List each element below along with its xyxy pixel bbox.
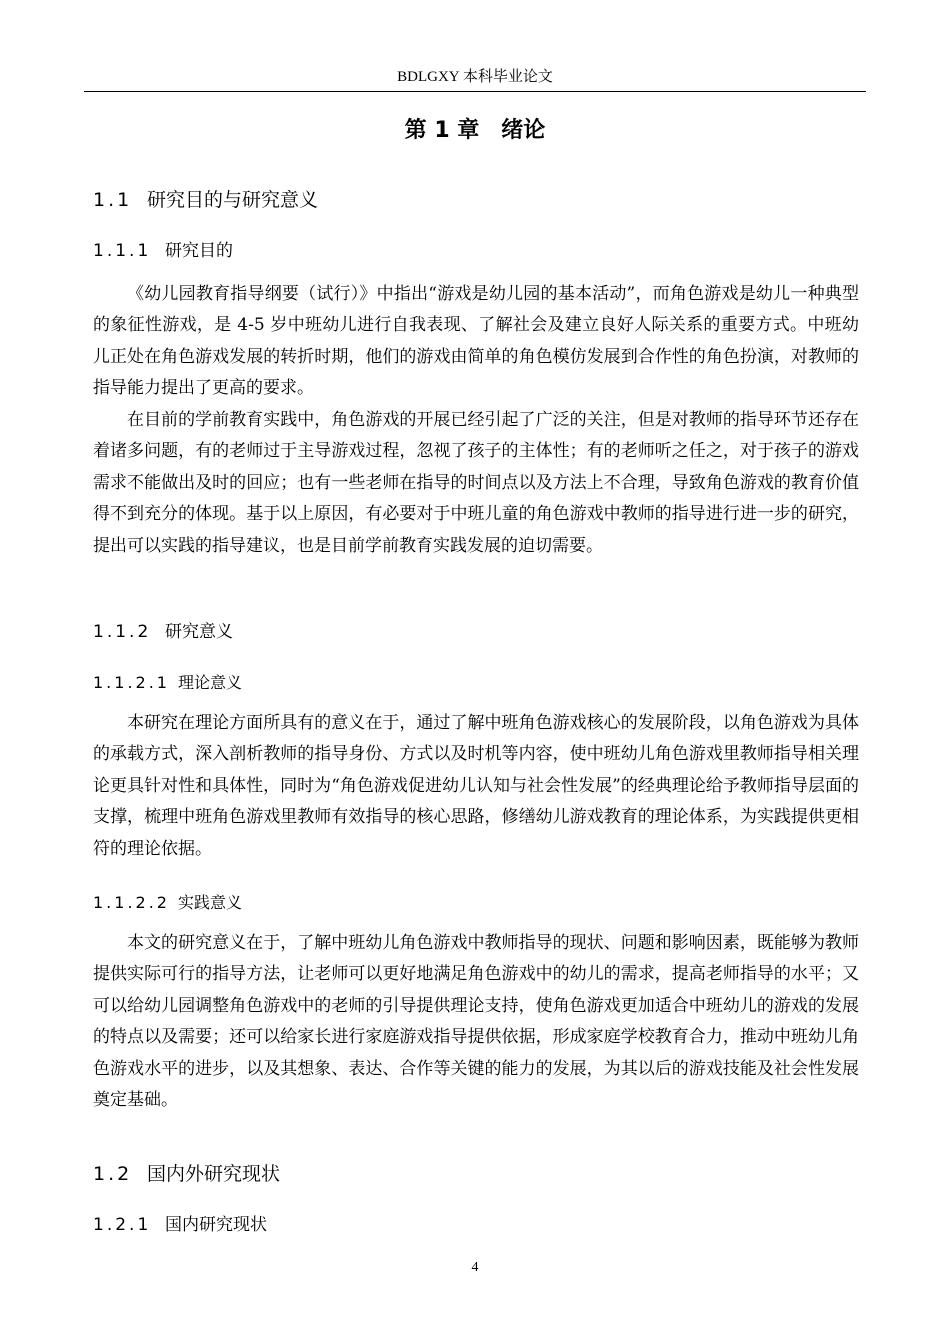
subsection-number: 1.1.1 [93, 241, 152, 261]
page-number: 4 [471, 1260, 479, 1275]
subsection-title: 国内研究现状 [165, 1215, 267, 1235]
running-header: BDLGXY 本科毕业论文 [397, 69, 553, 85]
paragraph-2: 在目前的学前教育实践中，角色游戏的开展已经引起了广泛的关注，但是对教师的指导环节还存在着诸多问题，有的老师过于主导游戏过程，忽视了孩子的主体性；有的老师听之任之，对于孩子的游戏需求不能做出及时的回应；也有一些老师在指导的时间点以及方法上不合理，导致角色游戏的教育价值得不到充分的体现。基于以上原因，有必要对于中班儿童的角色游戏中教师的指导进行进一步的研究，提出可以实践的指导建议，也是目前学前教育实践发展的迫切需要。 [93, 410, 859, 556]
subsubsection-heading-1-1-2-1 [93, 671, 242, 695]
section-title: 国内外研究现状 [147, 1163, 281, 1185]
subsubsection-heading-1-1-2-2 [93, 891, 242, 915]
subsection-title: 研究目的 [165, 241, 233, 261]
subsection-number: 1.1.2 [93, 622, 152, 642]
subsubsection-number: 1.1.2.1 [93, 673, 170, 692]
subsubsection-title: 理论意义 [178, 673, 243, 692]
chapter-title: 第 1 章 绪论 [404, 118, 546, 143]
subsection-heading-1-1-1 [93, 238, 233, 264]
section-heading-1-2 [93, 1160, 280, 1188]
subsection-heading-1-1-2 [93, 619, 233, 645]
subsubsection-title: 实践意义 [178, 893, 243, 912]
section-number: 1.1 [93, 189, 133, 211]
subsection-title: 研究意义 [165, 622, 233, 642]
subsection-heading-1-2-1 [93, 1212, 267, 1238]
section-title: 研究目的与研究意义 [147, 189, 319, 211]
paragraph-4: 本文的研究意义在于，了解中班幼儿角色游戏中教师指导的现状、问题和影响因素，既能够为教师提供实际可行的指导方法，让老师可以更好地满足角色游戏中的幼儿的需求，提高老师指导的水平；又可以给幼儿园调整角色游戏中的老师的引导提供理论支持，使角色游戏更加适合中班幼儿的游戏的发展的特点以及需要；还可以给家长进行家庭游戏指导提供依据，形成家庭学校教育合力，推动中班幼儿角色游戏水平的进步，以及其想象、表达、合作等关键的能力的发展，为其以后的游戏技能及社会性发展奠定基础。 [93, 933, 859, 1111]
section-number: 1.2 [93, 1163, 133, 1185]
paragraph-3: 本研究在理论方面所具有的意义在于，通过了解中班角色游戏核心的发展阶段，以角色游戏为具体的承载方式，深入剖析教师的指导身份、方式以及时机等内容，使中班幼儿角色游戏里教师指导相关理论更具针对性和具体性，同时为“角色游戏促进幼儿认知与社会性发展”的经典理论给予教师指导层面的支撑，梳理中班角色游戏里教师有效指导的核心思路，修缮幼儿游戏教育的理论体系，为实践提供更相符的理论依据。 [93, 713, 859, 859]
header-rule [84, 91, 866, 92]
section-heading-1-1 [93, 186, 318, 214]
subsection-number: 1.2.1 [93, 1215, 152, 1235]
paragraph-1: 《幼儿园教育指导纲要（试行）》中指出“游戏是幼儿园的基本活动”，而角色游戏是幼儿一种典型的象征性游戏，是 4-5 岁中班幼儿进行自我表现、了解社会及建立良好人际关系的重要方式。中班幼儿正处在角色游戏发展的转折时期，他们的游戏由简单的角色模仿发展到合作性的角色扮演，对教师的指导能力提出了更高的要求。 [93, 284, 859, 399]
subsubsection-number: 1.1.2.2 [93, 893, 170, 912]
